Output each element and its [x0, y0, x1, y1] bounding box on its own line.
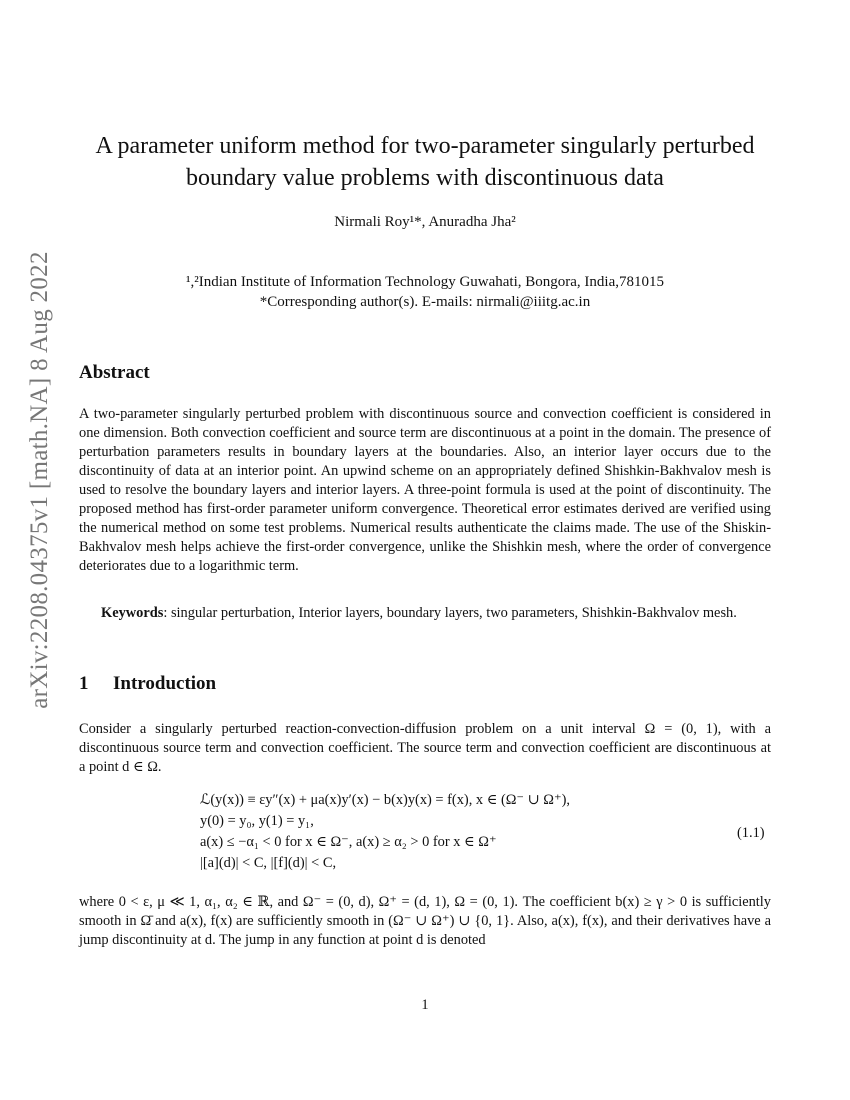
- affiliation-line: ¹,²Indian Institute of Information Technology Guwahati, Bongora, India,781015: [186, 274, 664, 290]
- equation-number: (1.1): [737, 825, 765, 841]
- arxiv-identifier-stamp: arXiv:2208.04375v1 [math.NA] 8 Aug 2022: [26, 251, 53, 709]
- abstract-heading: Abstract: [79, 362, 150, 383]
- equation-line: ℒ(y(x)) ≡ εy″(x) + μa(x)y′(x) − b(x)y(x) = f(x), x ∈ (Ω⁻ ∪ Ω⁺),: [200, 792, 570, 808]
- abstract-paragraph: A two-parameter singularly perturbed problem with discontinuous source and convection coefficient is considered in one dimension. Both convection coefficient and source term are discontinuous at a point in the domain. The presence of perturbation parameters results in boundary layers at the boundaries. Also, an interior layer occurs due to the discontinuity of data at an interior point. An upwind scheme on an appropriately defined Shishkin-Bakhvalov mesh is used to resolve the boundary layers and interior layers. A three-point formula is used at the point of discontinuity. The proposed method has first-order parameter uniform convergence. Theoretical error estimates derived are verified using the numerical method on some test problems. Numerical results authenticate the claims made. The use of the Shiskin-Bakhvalov mesh helps achieve the first-order convergence, unlike the Shishkin mesh, where the order of convergence deteriorates due to a logarithmic term.: [79, 406, 771, 574]
- author-affiliation-block: [0, 272, 850, 312]
- section-number: 1: [79, 673, 89, 694]
- post-equation-paragraph: where 0 < ε, μ ≪ 1, α₁, α₂ ∈ ℝ, and Ω⁻ = (0, d), Ω⁺ = (d, 1), Ω = (0, 1). The coefficient b(x) ≥ γ > 0 is sufficiently smooth in Ω̄ and a(x), f(x) are sufficiently smooth in (Ω⁻ ∪ Ω⁺) ∪ {0, 1}. Also, a(x), f(x), and their derivatives have a jump discontinuity at d. The jump in any function at point d is denoted: [79, 894, 771, 948]
- keywords-paragraph: [79, 604, 771, 623]
- page-number: 1: [421, 997, 429, 1013]
- section-title: Introduction: [113, 673, 217, 694]
- section-heading-introduction: [79, 673, 216, 695]
- equation-line: y(0) = y₀, y(1) = y₁,: [200, 813, 314, 829]
- equation-system: [200, 790, 570, 874]
- intro-paragraph: Consider a singularly perturbed reaction-convection-diffusion problem on a unit interval Ω = (0, 1), with a discontinuous source term and convection coefficient. The source term and convection coefficient are discontinuous at a point d ∈ Ω.: [79, 721, 771, 775]
- paper-authors: Nirmali Roy¹*, Anuradha Jha²: [334, 214, 516, 230]
- corresponding-author-line: *Corresponding author(s). E-mails: nirmali@iiitg.ac.in: [259, 294, 591, 310]
- keywords-label: Keywords: [101, 605, 164, 621]
- equation-line: |[a](d)| < C, |[f](d)| < C,: [200, 855, 337, 871]
- paper-title: A parameter uniform method for two-parameter singularly perturbed boundary value problems with discontinuous data: [95, 133, 755, 191]
- keywords-list: : singular perturbation, Interior layers, boundary layers, two parameters, Shishkin-Bakhvalov mesh.: [163, 605, 737, 621]
- equation-line: a(x) ≤ −α₁ < 0 for x ∈ Ω⁻, a(x) ≥ α₂ > 0 for x ∈ Ω⁺: [200, 834, 497, 850]
